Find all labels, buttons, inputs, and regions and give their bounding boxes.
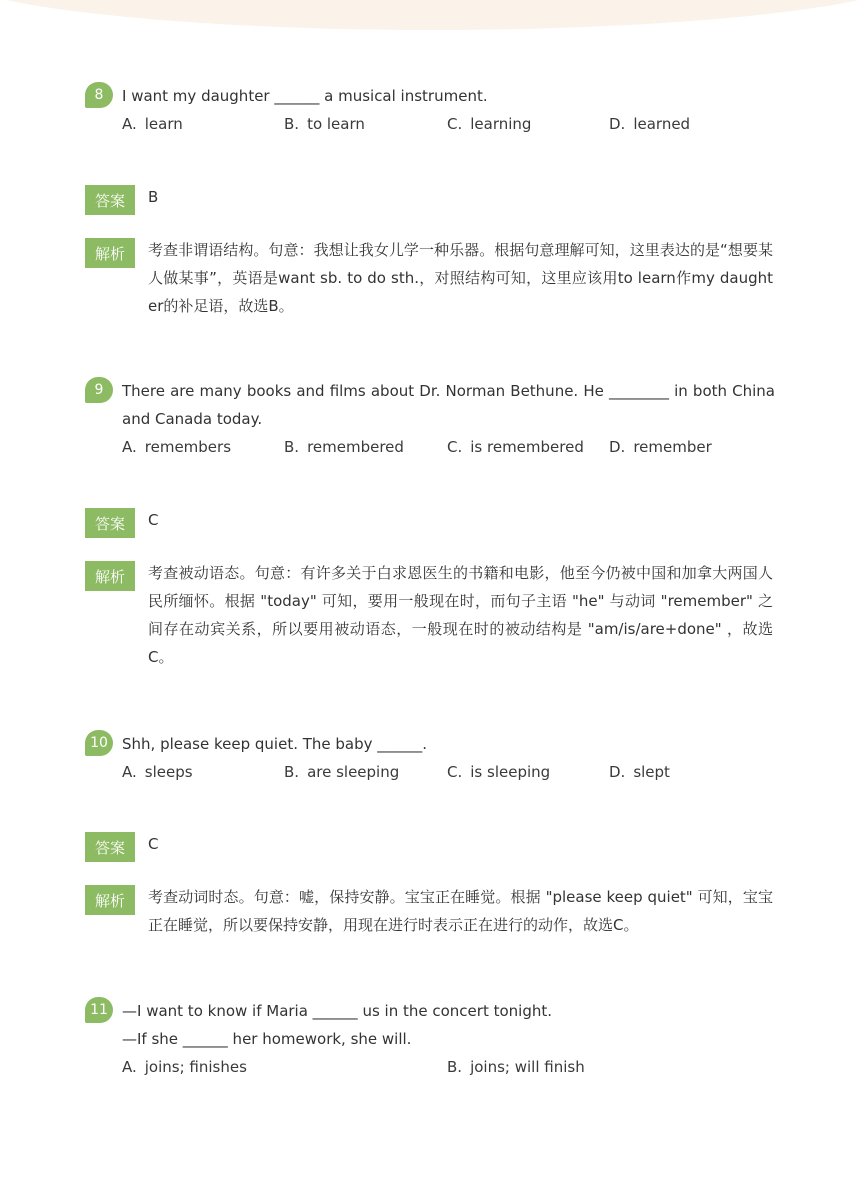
question-number-badge: 8	[85, 82, 113, 108]
question-number-badge: 9	[85, 377, 113, 403]
option-d: D. slept	[609, 763, 670, 781]
answer-tag: 答案	[85, 832, 135, 862]
option-c: C. is sleeping	[447, 763, 551, 781]
question-stem-line-2: —If she ______ her homework, she will.	[122, 1030, 412, 1048]
question-8	[85, 82, 775, 138]
question-stem: There are many books and films about Dr. Norman Bethune. He ________ in both China and Canada today.	[122, 382, 775, 428]
option-a: A. sleeps	[122, 763, 193, 781]
explanation-text: 考查被动语态。句意：有许多关于白求恩医生的书籍和电影，他至今仍被中国和加拿大两国人民所缅怀。根据 "today" 可知，要用一般现在时，而句子主语 "he" 与动词 "remember" 之间存在动宾关系，所以要用被动语态，一般现在时的被动结构是 "am/is/are+done" ，故选C。	[148, 564, 773, 666]
option-b: B. to learn	[284, 115, 365, 133]
explanation-text: 考查非谓语结构。句意：我想让我女儿学一种乐器。根据句意理解可知，这里表达的是“想要某人做某事”，英语是want sb. to do sth.，对照结构可知，这里应该用to learn作my daughter的补足语，故选B。	[148, 241, 773, 315]
question-stem: I want my daughter ______ a musical instrument.	[122, 87, 488, 105]
option-b: B. joins; will finish	[447, 1058, 585, 1076]
answer-value: B	[148, 188, 159, 206]
question-10	[85, 730, 775, 786]
option-c: C. is remembered	[447, 438, 584, 456]
option-b: B. are sleeping	[284, 763, 400, 781]
question-9	[85, 377, 775, 461]
question-number-badge: 10	[85, 730, 113, 756]
options-row	[122, 433, 775, 461]
answer-value: C	[148, 511, 159, 529]
answer-tag: 答案	[85, 185, 135, 215]
explanation-text: 考查动词时态。句意：嘘，保持安静。宝宝正在睡觉。根据 "please keep quiet" 可知，宝宝正在睡觉，所以要保持安静，用现在进行时表示正在进行的动作，故选C。	[148, 888, 773, 934]
question-stem: Shh, please keep quiet. The baby ______.	[122, 735, 428, 753]
question-number-badge: 11	[85, 997, 113, 1023]
option-a: A. remembers	[122, 438, 232, 456]
answer-tag: 答案	[85, 508, 135, 538]
answer-value: C	[148, 835, 159, 853]
explanation-tag: 解析	[85, 561, 135, 591]
options-row	[122, 758, 775, 786]
option-d: D. remember	[609, 438, 712, 456]
option-c: C. learning	[447, 115, 532, 133]
option-a: A. learn	[122, 115, 183, 133]
option-a: A. joins; finishes	[122, 1058, 247, 1076]
option-d: D. learned	[609, 115, 691, 133]
explanation-tag: 解析	[85, 238, 135, 268]
explanation-tag: 解析	[85, 885, 135, 915]
question-11	[85, 997, 775, 1081]
question-stem-line-1: —I want to know if Maria ______ us in the concert tonight.	[122, 1002, 553, 1020]
header-decoration	[0, 0, 865, 30]
options-row	[122, 110, 775, 138]
option-b: B. remembered	[284, 438, 404, 456]
options-row	[122, 1053, 775, 1081]
